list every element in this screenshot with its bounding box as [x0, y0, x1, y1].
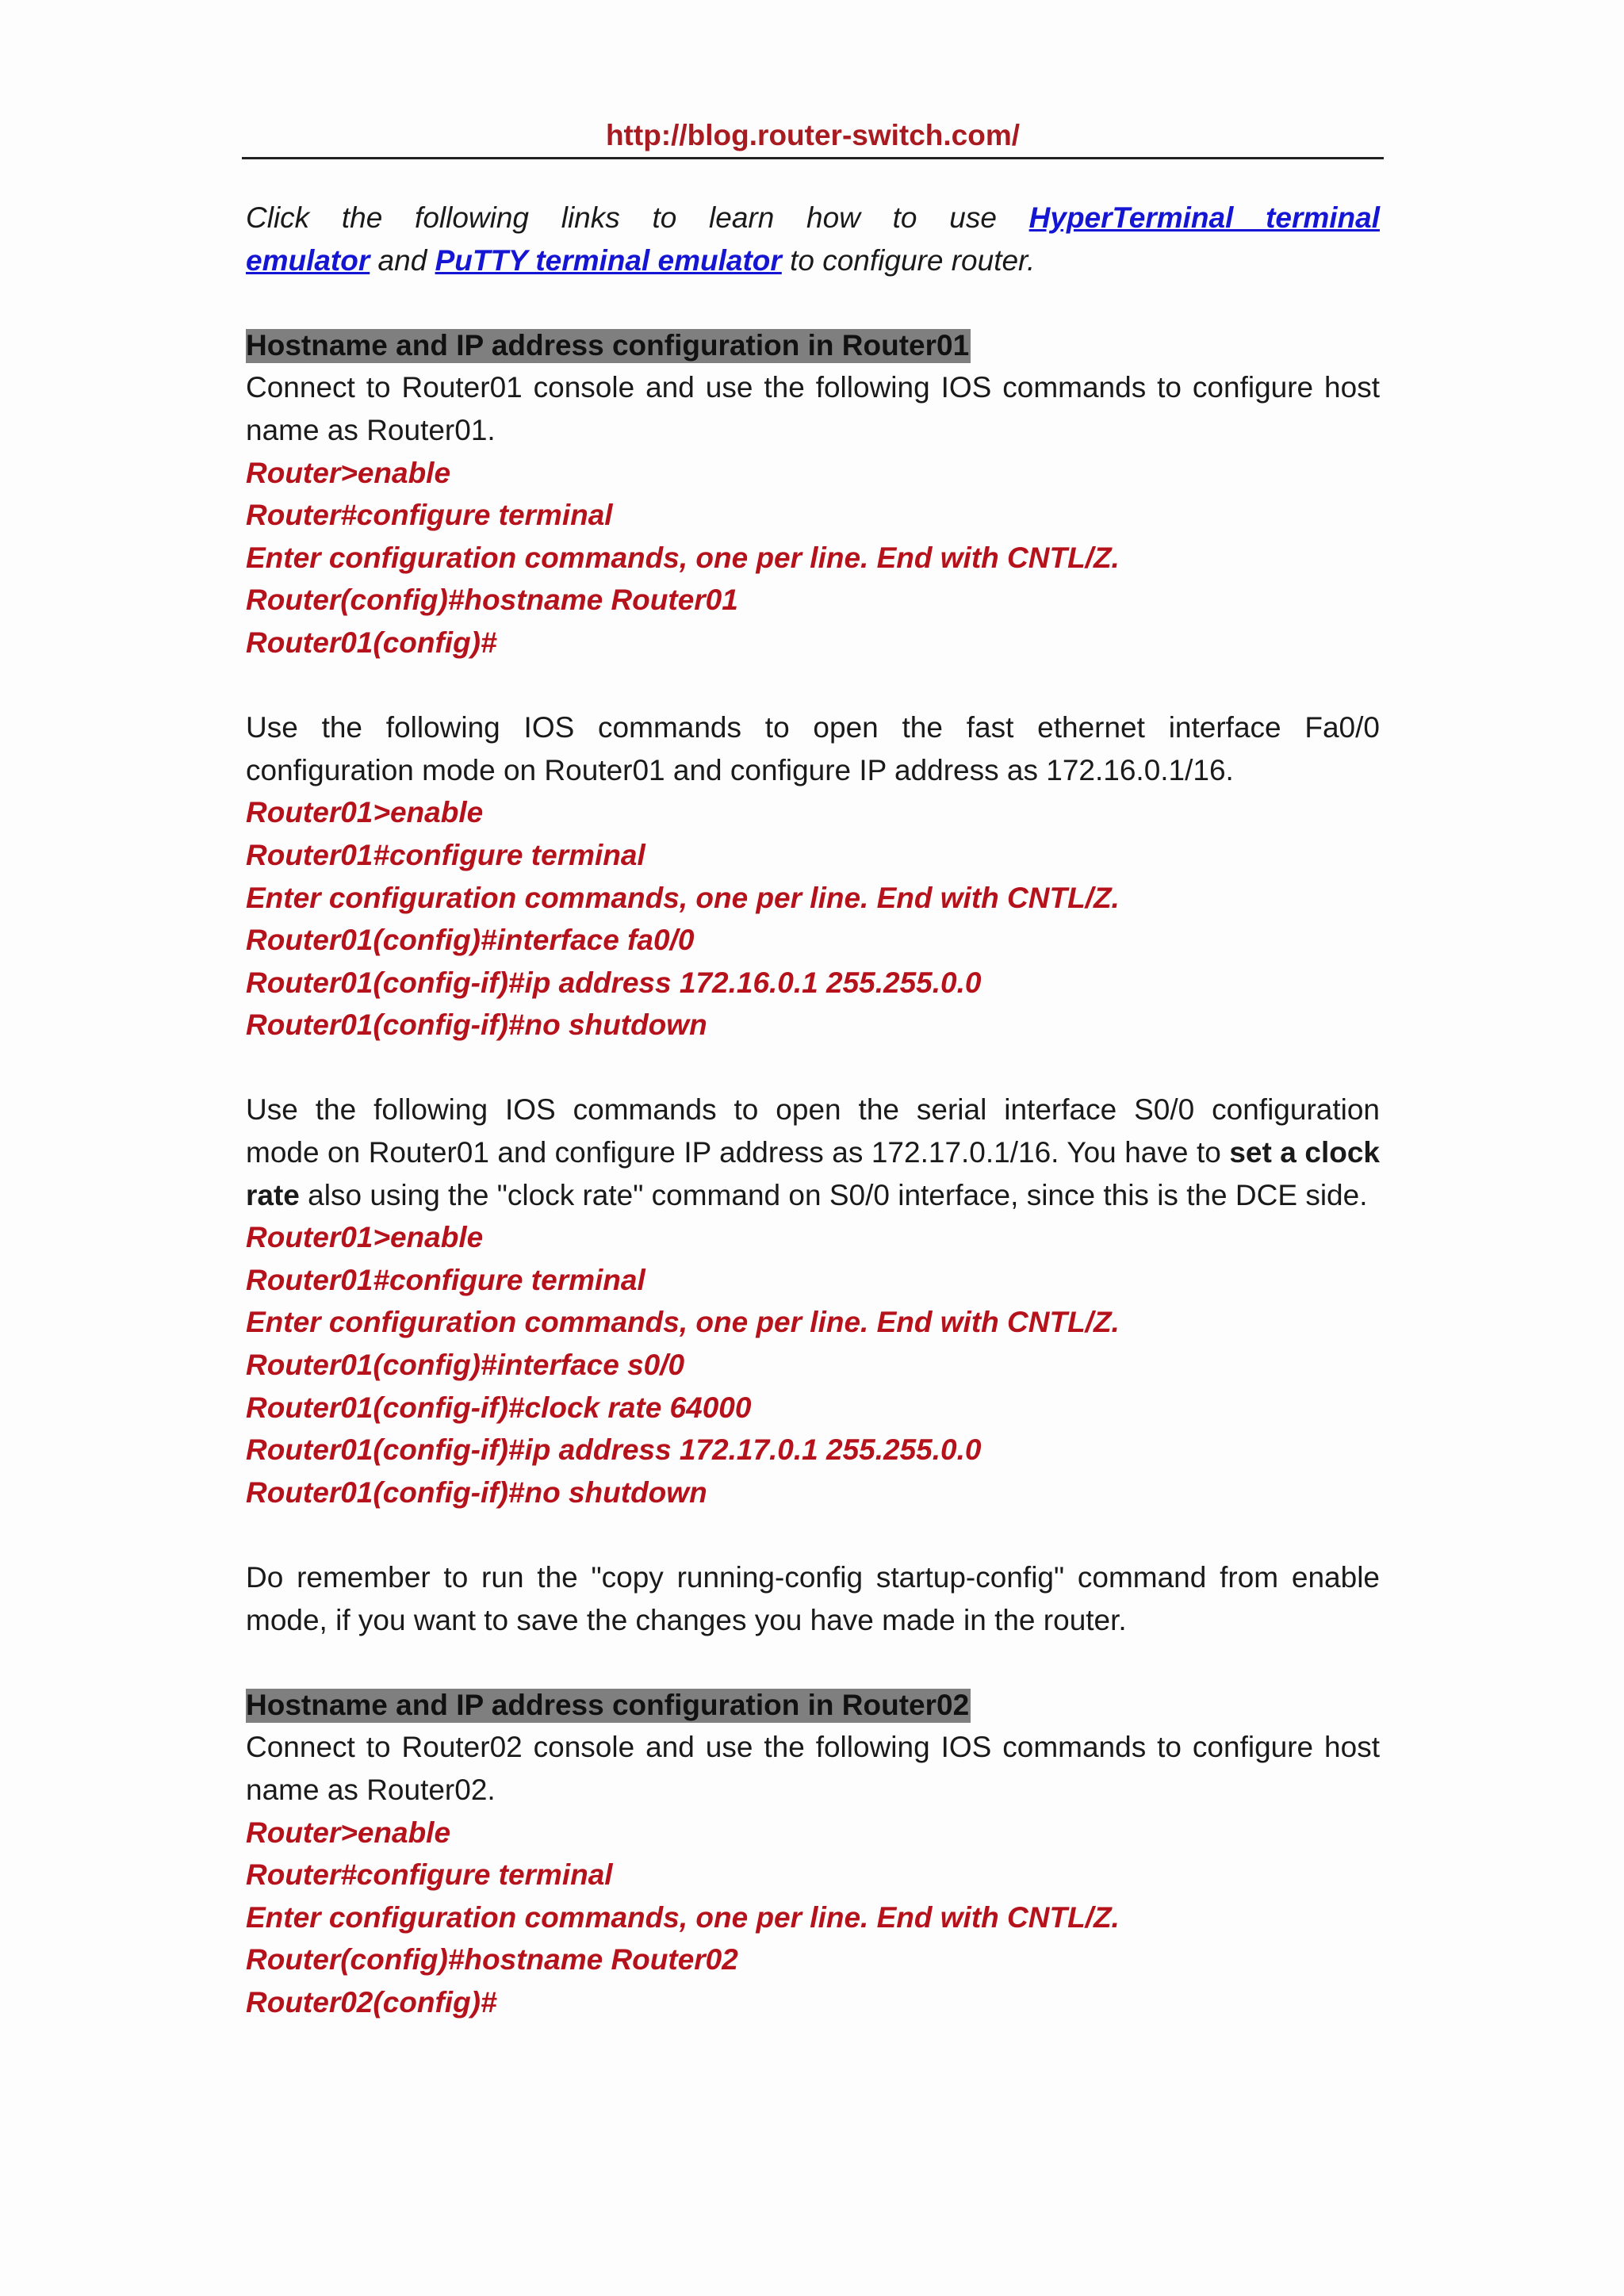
- command-line: Router01(config-if)#ip address 172.17.0.1 255.255.0.0: [246, 1433, 982, 1467]
- intro-and: and: [377, 243, 427, 277]
- command-line: Router01#configure terminal: [246, 838, 645, 871]
- section-heading-router02: [246, 1684, 1380, 1727]
- section-heading-router01: [246, 324, 1380, 367]
- paragraph-line: name as Router02.: [246, 1773, 496, 1806]
- command-line: Router01(config-if)#clock rate 64000: [246, 1391, 752, 1424]
- paragraph-line: configuration mode on Router01 and configure IP address as 172.16.0.1/16.: [246, 753, 1234, 786]
- bold-text: rate: [246, 1178, 300, 1211]
- command-line: Router01>enable: [246, 796, 484, 829]
- intro-line-2: [246, 239, 1380, 282]
- heading-text: Hostname and IP address configuration in Router01: [246, 328, 970, 362]
- command-line: Enter configuration commands, one per line. End with CNTL/Z.: [246, 1306, 1120, 1339]
- paragraph-line: Do remember to run the "copy running-config startup-config" command from enable: [246, 1561, 1380, 1594]
- intro-text-2: to configure router.: [790, 243, 1036, 277]
- paragraph-line: Connect to Router01 console and use the following IOS commands to configure host: [246, 371, 1380, 404]
- paragraph-line: [246, 1174, 1380, 1217]
- hyperterminal-link[interactable]: HyperTerminal terminal: [1028, 201, 1381, 234]
- intro-text-1: Click the following links to learn how to use: [246, 201, 997, 234]
- command-line: Router(config)#hostname Router01: [246, 584, 738, 617]
- heading-text: Hostname and IP address configuration in Router02: [246, 1688, 970, 1721]
- command-line: Router>enable: [246, 456, 451, 489]
- command-line: Router(config)#hostname Router02: [246, 1943, 738, 1976]
- paragraph-line: mode, if you want to save the changes you have made in the router.: [246, 1603, 1127, 1636]
- command-line: Enter configuration commands, one per line. End with CNTL/Z.: [246, 541, 1120, 574]
- command-line: Router01#configure terminal: [246, 1263, 645, 1296]
- paragraph-text: also using the "clock rate" command on S0/0 interface, since this is the DCE side.: [308, 1178, 1368, 1211]
- command-line: Router01(config-if)#ip address 172.16.0.1 255.255.0.0: [246, 966, 982, 999]
- putty-link[interactable]: PuTTY terminal emulator: [435, 243, 782, 277]
- command-line: Router01(config)#interface fa0/0: [246, 924, 695, 957]
- command-line: Router02(config)#: [246, 1985, 497, 2019]
- command-line: Enter configuration commands, one per line. End with CNTL/Z.: [246, 881, 1120, 914]
- command-line: Router#configure terminal: [246, 1858, 613, 1892]
- paragraph-line: Use the following IOS commands to open the serial interface S0/0 configuration: [246, 1093, 1380, 1127]
- bold-text: set a clock: [1229, 1136, 1380, 1169]
- intro-line-1: [246, 197, 1380, 239]
- document-body: [246, 197, 1380, 2024]
- command-line: Enter configuration commands, one per line. End with CNTL/Z.: [246, 1900, 1120, 1934]
- command-line: Router01>enable: [246, 1221, 484, 1254]
- paragraph-line: [246, 1131, 1380, 1174]
- paragraph-text: mode on Router01 and configure IP address as 172.17.0.1/16. You have to: [246, 1136, 1221, 1169]
- command-line: Router01(config-if)#no shutdown: [246, 1475, 707, 1509]
- paragraph-line: Use the following IOS commands to open the fast ethernet interface Fa0/0: [246, 711, 1380, 744]
- command-line: Router01(config-if)#no shutdown: [246, 1008, 707, 1042]
- paragraph-line: Connect to Router02 console and use the following IOS commands to configure host: [246, 1731, 1380, 1764]
- command-line: Router#configure terminal: [246, 499, 613, 532]
- paragraph-line: name as Router01.: [246, 413, 496, 446]
- command-line: Router01(config)#interface s0/0: [246, 1349, 685, 1382]
- command-line: Router01(config)#: [246, 626, 497, 659]
- hyperterminal-link-cont[interactable]: emulator: [246, 243, 370, 277]
- header-divider: [242, 157, 1384, 159]
- header-url[interactable]: http://blog.router-switch.com/: [605, 119, 1021, 151]
- command-line: Router>enable: [246, 1816, 451, 1849]
